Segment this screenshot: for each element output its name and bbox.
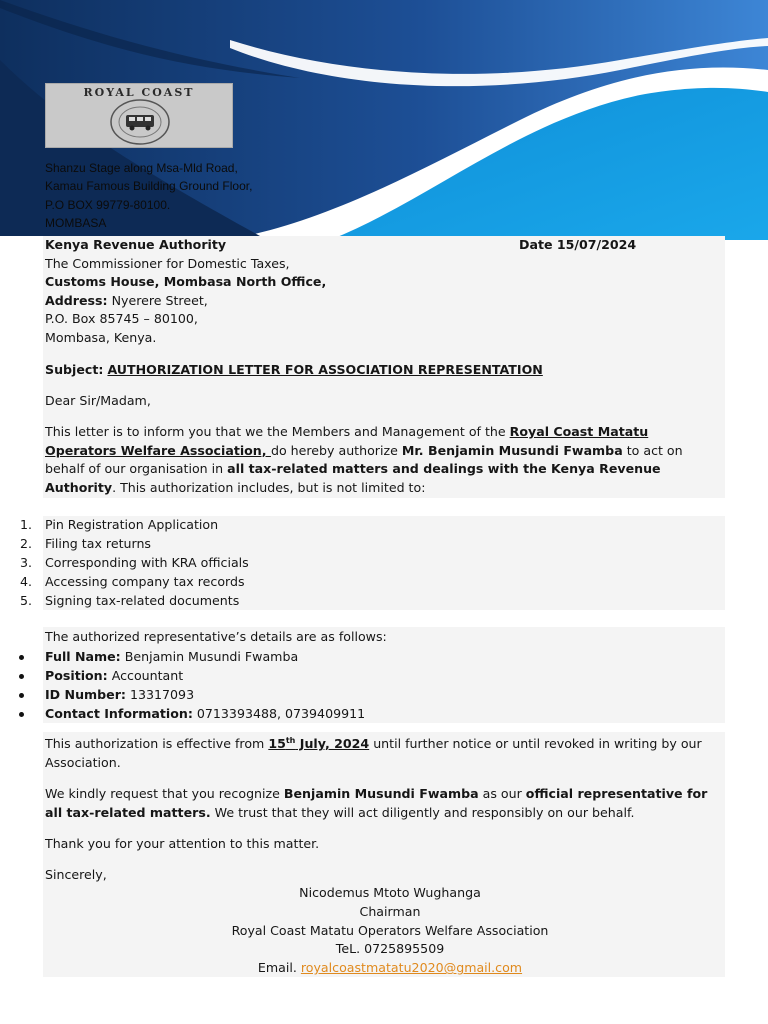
address-label: Address:	[45, 292, 108, 308]
recipient-po-box: P.O. Box 85745 – 80100,	[45, 311, 198, 327]
thanks-line: Thank you for your attention to this matter.	[45, 836, 320, 851]
email-label: Email.	[257, 960, 301, 976]
signatory-org: Royal Coast Matatu Operators Welfare Association	[231, 922, 549, 938]
address-line: P.O BOX 99779-80100.	[45, 197, 171, 212]
effective-paragraph: This authorization is effective from 15th July, 2024 until further notice or until revoked in writing by our Association.	[45, 735, 702, 770]
recipient-city: Mombasa, Kenya.	[45, 329, 157, 345]
subject-label: Subject:	[45, 362, 104, 377]
closing-line: Sincerely,	[45, 867, 107, 882]
signatory-phone: TeL. 0725895509	[335, 941, 445, 957]
association-logo	[45, 83, 233, 148]
authorization-scope: all tax-related matters and dealings with the Kenya Revenue Authority	[45, 461, 661, 495]
representative-name: Mr. Benjamin Musundi Fwamba	[401, 442, 623, 458]
salutation: Dear Sir/Madam,	[45, 393, 151, 408]
recipient-name: Kenya Revenue Authority	[45, 237, 227, 252]
email-link[interactable]: royalcoastmatatu2020@gmail.com	[300, 960, 523, 976]
signature-block	[45, 884, 735, 978]
details-intro: The authorized representative’s details are as follows:	[45, 629, 387, 644]
signatory-title: Chairman	[359, 903, 421, 919]
recipient-office: Customs House, Mombasa North Office,	[45, 274, 327, 290]
request-paragraph: We kindly request that you recognize Benjamin Musundi Fwamba as our official representative for all tax-related matters. We trust that they will act diligently and responsibly on our behalf.	[45, 786, 708, 820]
address-line: Shanzu Stage along Msa-Mld Road,	[45, 161, 238, 175]
subject-text: AUTHORIZATION LETTER FOR ASSOCIATION REPRESENTATION	[107, 362, 543, 377]
effective-date: 15th July, 2024	[268, 735, 370, 751]
address-line: Kamau Famous Building Ground Floor,	[45, 179, 253, 194]
logo-title: ROYAL COAST	[83, 86, 195, 99]
address-line: MOMBASA	[45, 215, 107, 230]
letter-date: Date 15/07/2024	[519, 237, 637, 252]
intro-paragraph: This letter is to inform you that we the Members and Management of the Royal Coast Matatu Operators Welfare Association, do hereby authorize Mr. Benjamin Musundi Fwamba to act on behalf of our organisation in all tax-related matters and dealings with the Kenya Revenue Authority. This authorization includes, but is not limited to:	[45, 424, 683, 495]
recipient-block	[45, 236, 326, 348]
subject-line	[45, 361, 543, 380]
signatory-name: Nicodemus Mtoto Wughanga	[299, 885, 481, 900]
organisation-address	[45, 159, 252, 232]
recipient-line: The Commissioner for Domestic Taxes,	[45, 255, 290, 271]
matatu-emblem-icon	[108, 96, 172, 146]
association-name: Royal Coast Matatu Operators Welfare Association,	[45, 424, 649, 458]
address-value: Nyerere Street,	[111, 292, 208, 308]
